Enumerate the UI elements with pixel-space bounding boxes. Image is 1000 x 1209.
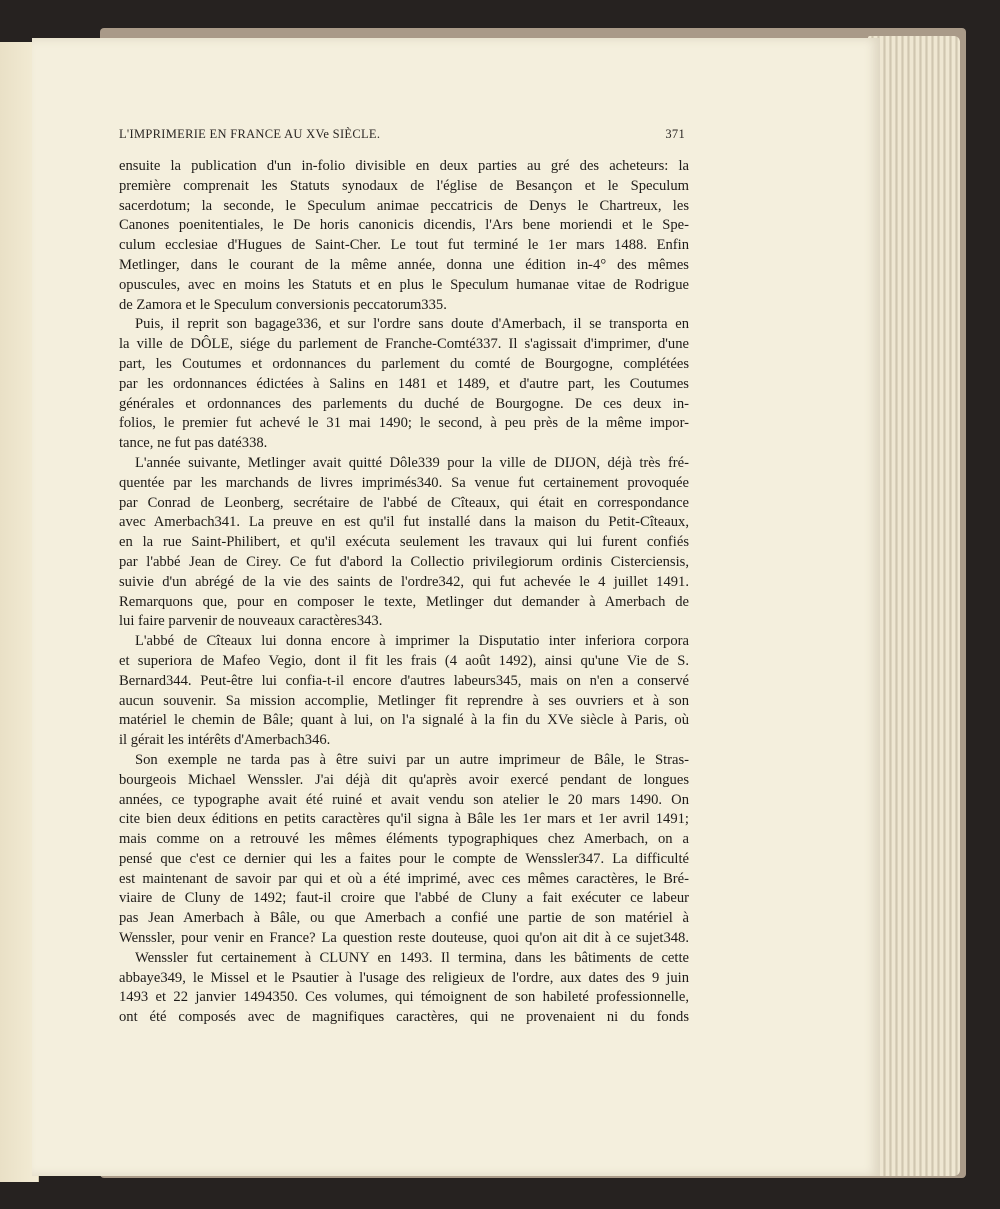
- text-line: Son exemple ne tarda pas à être suivi par un autre imprimeur de Bâle, le Stras-: [135, 751, 689, 768]
- text-line: de Zamora et le Speculum conversionis peccatorum335.: [119, 296, 447, 313]
- text-line: et superiora de Mafeo Vegio, dont il fit les frais (4 août 1492), ainsi qu'une Vie de S.: [119, 652, 689, 669]
- text-line: en la rue Saint-Philibert, et qu'il exécuta seulement les travaux qui lui furent confiés: [119, 534, 689, 551]
- text-line: générales et ordonnances des parlements du duché de Bourgogne. De ces deux in-: [119, 395, 689, 412]
- text-line: bourgeois Michael Wenssler. J'ai déjà dit qu'après avoir exercé pendant de longues: [119, 771, 689, 788]
- text-line: Canones poenitentiales, le De horis canonicis dicendis, l'Ars bene moriendi et le Spe-: [119, 217, 689, 234]
- page-edges: [868, 36, 960, 1176]
- text-line: opuscules, avec en moins les Statuts et en plus le Speculum humanae vitae de Rodrigue: [119, 276, 689, 293]
- text-line: Puis, il reprit son bagage336, et sur l'ordre sans doute d'Amerbach, il se transporta en: [135, 316, 689, 333]
- page-header: [119, 127, 685, 145]
- text-line: il gérait les intérêts d'Amerbach346.: [119, 732, 331, 749]
- text-line: ensuite la publication d'un in-folio divisible en deux parties au gré des acheteurs: la: [119, 158, 689, 174]
- text-line: Bernard344. Peut-être lui confia-t-il encore d'autres labeurs345, mais on n'en a conservé: [119, 672, 689, 689]
- text-line: par Conrad de Leonberg, secrétaire de l'abbé de Cîteaux, qui était en correspondance: [119, 494, 689, 511]
- text-line: Metlinger, dans le courant de la même année, donna une édition in-4° des mêmes: [119, 256, 689, 273]
- text-line: 1493 et 22 janvier 1494350. Ces volumes, qui témoignent de son habileté professionnelle,: [119, 989, 689, 1006]
- text-line: pensé que c'est ce dernier qui les a faites pour le compte de Wenssler347. La difficulté: [119, 850, 689, 867]
- text-line: première comprenait les Statuts synodaux de l'église de Besançon et le Speculum: [119, 177, 689, 194]
- text-line: est maintenant de savoir par qui et où a été imprimé, avec ces mêmes caractères, le Bré-: [119, 870, 689, 887]
- text-line: quentée par les marchands de livres imprimés340. Sa venue fut certainement provoquée: [119, 474, 689, 491]
- text-line: par les ordonnances édictées à Salins en 1481 et 1489, et d'autre part, les Coutumes: [119, 375, 689, 392]
- text-line: abbaye349, le Missel et le Psautier à l'usage des religieux de l'ordre, aux dates des 9 juin: [119, 969, 689, 986]
- text-line: aucun souvenir. Sa mission accomplie, Metlinger fit reprendre à ses ouvriers et à son: [119, 692, 689, 709]
- text-line: folios, le premier fut achevé le 31 mai 1490; le second, à peu près de la même impor-: [119, 415, 689, 432]
- text-line: années, ce typographe avait été ruiné et avait vendu son atelier le 20 mars 1490. On: [119, 791, 689, 808]
- text-line: Remarquons que, pour en composer le texte, Metlinger dut demander à Amerbach de: [119, 593, 689, 610]
- text-line: cite bien deux éditions en petits caractères qu'il signa à Bâle les 1er mars et 1er avril 1491;: [119, 811, 689, 828]
- text-line: L'année suivante, Metlinger avait quitté Dôle339 pour la ville de DIJON, déjà très fré-: [135, 454, 689, 471]
- page-number: 371: [665, 127, 685, 141]
- text-line: par l'abbé Jean de Cirey. Ce fut d'abord la Collectio privilegiorum ordinis Cisterciensis,: [119, 553, 689, 570]
- text-line: Wenssler fut certainement à CLUNY en 1493. Il termina, dans les bâtiments de cette: [135, 949, 689, 966]
- text-line: viaire de Cluny de 1492; faut-il croire que l'abbé de Cluny a fait exécuter ce labeur: [119, 890, 689, 907]
- text-line: sacerdotum; la seconde, le Speculum animae peccatricis de Denys le Chartreux, les: [119, 197, 689, 214]
- text-line: ont été composés avec de magnifiques caractères, qui ne provenaient ni du fonds: [119, 1009, 689, 1026]
- text-line: pas Jean Amerbach à Bâle, ou que Amerbach a confié une partie de son matériel à: [119, 910, 689, 927]
- text-line: L'abbé de Cîteaux lui donna encore à imprimer la Disputatio inter inferiora corpora: [135, 633, 689, 650]
- text-line: culum ecclesiae d'Hugues de Saint-Cher. Le tout fut terminé le 1er mars 1488. Enfin: [119, 237, 689, 254]
- text-line: mais comme on a retrouvé les mêmes éléments typographiques chez Amerbach, on a: [119, 831, 689, 848]
- text-line: part, les Coutumes et ordonnances du parlement du comté de Bourgogne, complétées: [119, 355, 689, 372]
- text-line: suivie d'un abrégé de la vie des saints de l'ordre342, qui fut achevée le 4 juillet 1491.: [119, 573, 689, 590]
- text-line: la ville de DÔLE, siége du parlement de Franche-Comté337. Il s'agissait d'imprimer, d'une: [119, 336, 689, 353]
- body-text: [119, 157, 689, 1028]
- text-line: Wenssler, pour venir en France? La question reste douteuse, quoi qu'on ait dit à ce sujet348.: [119, 930, 689, 947]
- text-line: matériel le chemin de Bâle; quant à lui, on l'a signalé à la fin du XVe siècle à Paris, où: [119, 712, 689, 729]
- running-head: L'IMPRIMERIE EN FRANCE AU XVe SIÈCLE.: [119, 127, 381, 141]
- text-line: tance, ne fut pas daté338.: [119, 435, 268, 452]
- text-line: lui faire parvenir de nouveaux caractères343.: [119, 613, 383, 630]
- text-line: avec Amerbach341. La preuve en est qu'il fut installé dans la maison du Petit-Cîteaux,: [119, 514, 689, 531]
